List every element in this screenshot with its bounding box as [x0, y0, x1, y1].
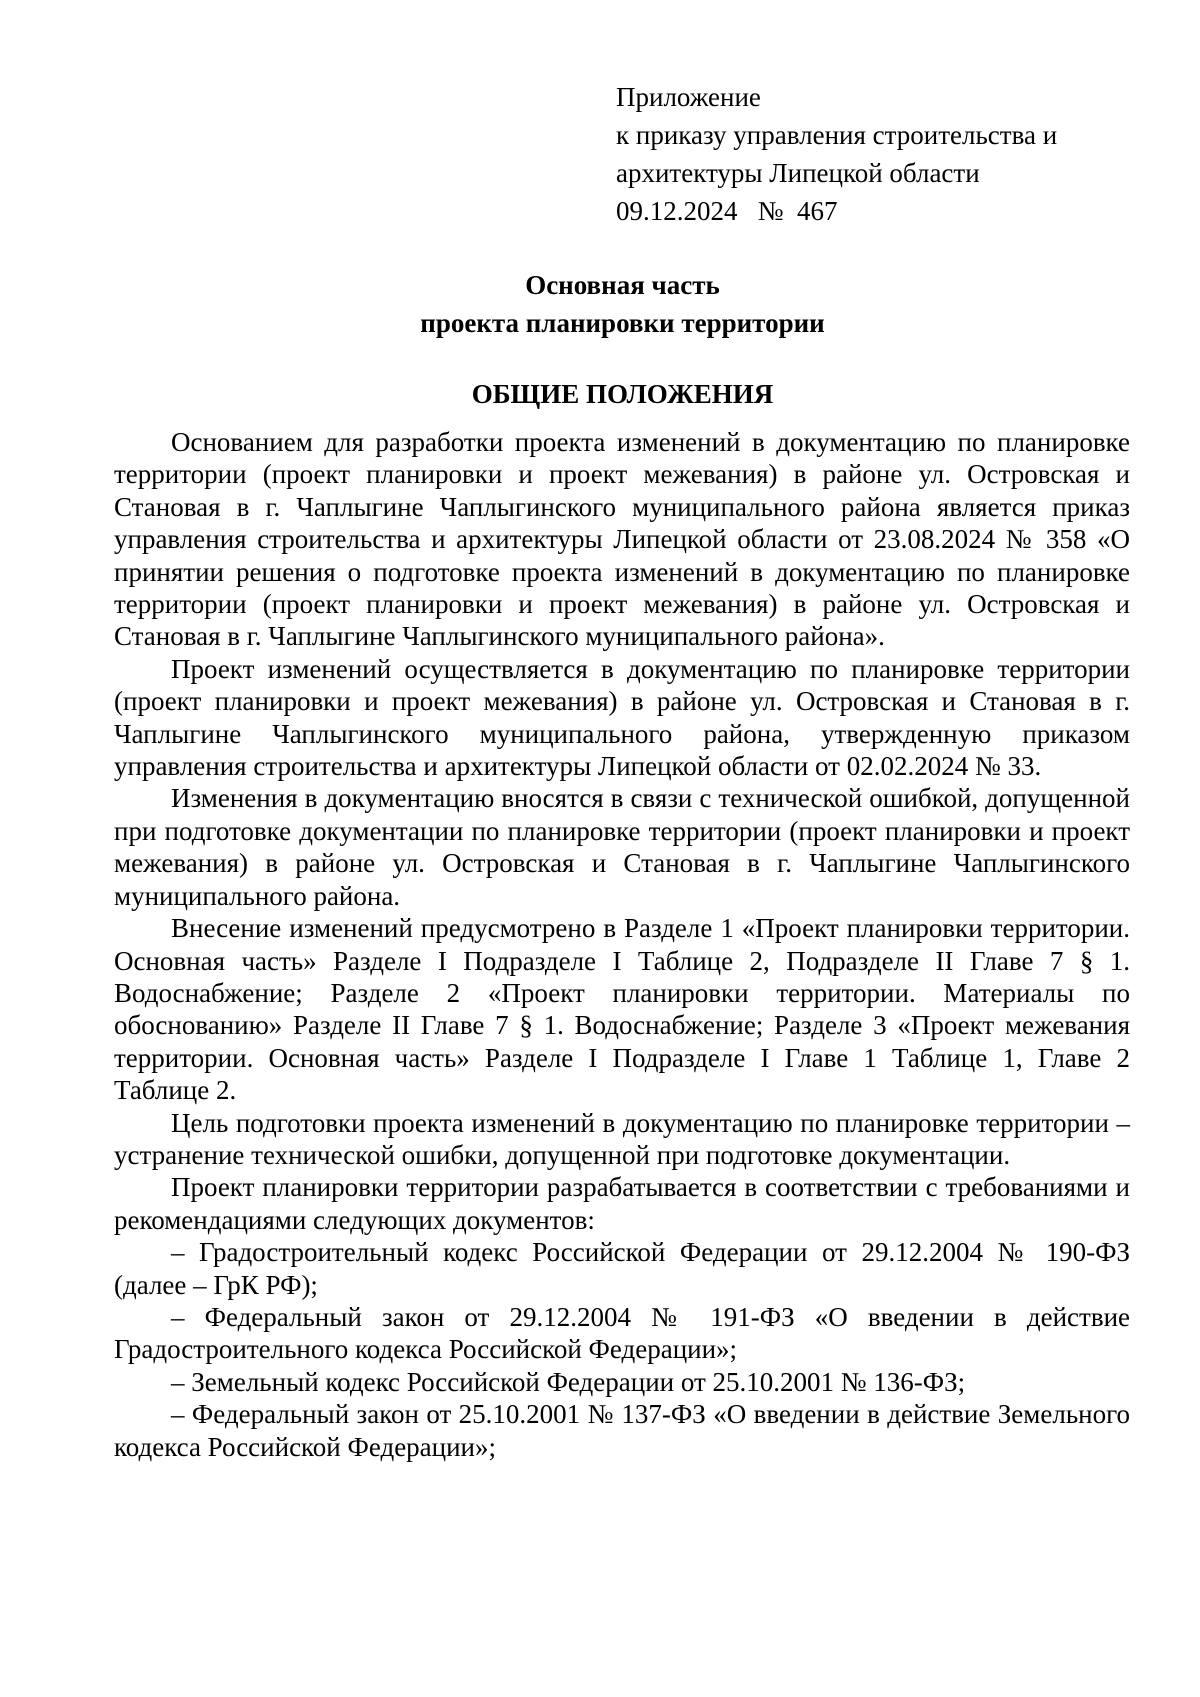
- list-item-urban-code: – Градостроительный кодекс Российской Федерации от 29.12.2004 № 190-ФЗ (далее – ГрК РФ);: [114, 1237, 1130, 1300]
- document-body: [114, 426, 1130, 1463]
- list-item-law-137: – Федеральный закон от 25.10.2001 № 137-ФЗ «О введении в действие Земельного кодекса Российской Федерации»;: [114, 1399, 1130, 1462]
- appendix-block: [616, 78, 1057, 230]
- appendix-line-label: Приложение: [616, 82, 761, 112]
- appendix-line-authority: архитектуры Липецкой области: [616, 158, 980, 188]
- document-title-line-2: проекта планировки территории: [420, 308, 825, 338]
- paragraph-project-scope: Проект изменений осуществляется в документацию по планировке территории (проект планировки и проект межевания) в районе ул. Островская и Становая в г. Чаплыгине Чаплыгинского муниципального района, утвержденную приказом управления строительства и архитектуры Липецкой области от 02.02.2024 № 33.: [114, 653, 1130, 782]
- appendix-line-order: к приказу управления строительства и: [616, 120, 1058, 150]
- section-heading: ОБЩИЕ ПОЛОЖЕНИЯ: [471, 379, 774, 409]
- paragraph-change-reason: Изменения в документацию вносятся в связи с технической ошибкой, допущенной при подготовке документации по планировке территории (проект планировки и проект межевания) в районе ул. Островская и Становая в г. Чаплыгине Чаплыгинского муниципального района.: [114, 783, 1130, 911]
- paragraph-goal: Цель подготовки проекта изменений в документацию по планировке территории – устранение технической ошибки, допущенной при подготовке документации.: [114, 1107, 1130, 1170]
- list-item-land-code: – Земельный кодекс Российской Федерации от 25.10.2001 № 136-ФЗ;: [171, 1366, 966, 1397]
- appendix-line-date-number: 09.12.2024 № 467: [616, 196, 838, 226]
- paragraph-requirements-intro: Проект планировки территории разрабатывается в соответствии с требованиями и рекомендациями следующих документов:: [114, 1172, 1130, 1235]
- document-title: [0, 266, 1200, 342]
- document-title-line-1: Основная часть: [525, 270, 720, 300]
- list-item-law-191: – Федеральный закон от 29.12.2004 № 191-ФЗ «О введении в действие Градостроительного кодекса Российской Федерации»;: [114, 1301, 1130, 1365]
- paragraph-changes-list: Внесение изменений предусмотрено в Разделе 1 «Проект планировки территории. Основная часть» Разделе I Подразделе I Таблице 2, Подразделе II Главе 7 § 1. Водоснабжение; Разделе 2 «Проект планировки территории. Материалы по обоснованию» Разделе II Главе 7 § 1. Водоснабжение; Разделе 3 «Проект межевания территории. Основная часть» Разделе I Подразделе I Главе 1 Таблице 1, Главе 2 Таблице 2.: [114, 913, 1130, 1106]
- paragraph-basis: Основанием для разработки проекта изменений в документацию по планировке территории (проект планировки и проект межевания) в районе ул. Островская и Становая в г. Чаплыгине Чаплыгинского муниципального района является приказ управления строительства и архитектуры Липецкой области от 23.08.2024 № 358 «О принятии решения о подготовке проекта изменений в документацию по планировке территории (проект планировки и проект межевания) в районе ул. Островская и Становая в г. Чаплыгине Чаплыгинского муниципального района».: [114, 427, 1130, 652]
